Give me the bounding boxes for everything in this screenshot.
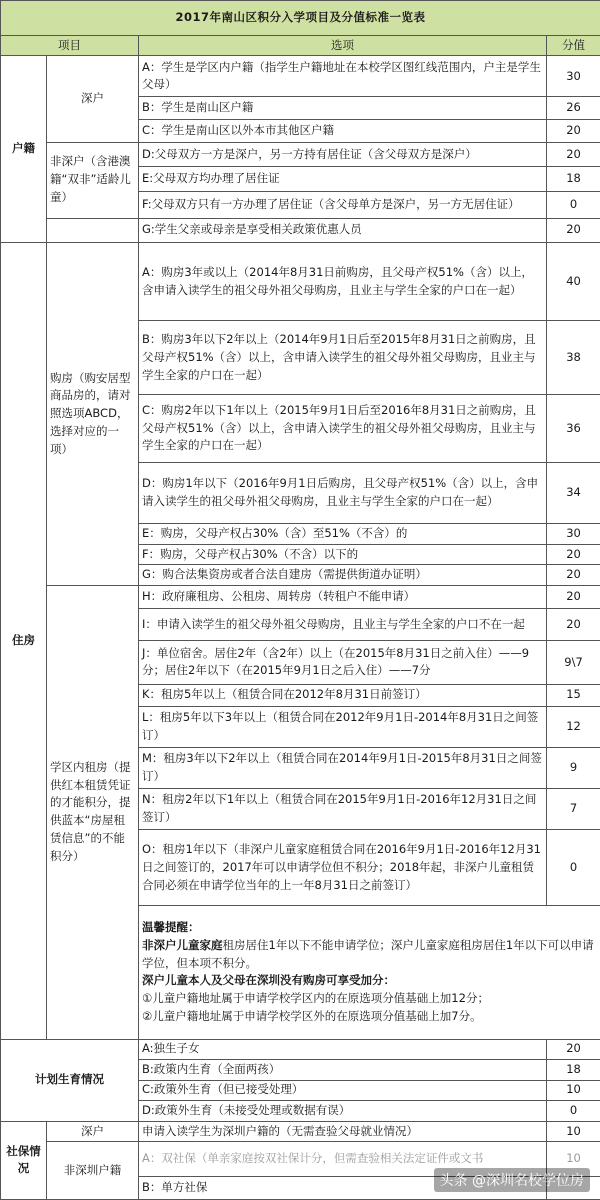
score-value: 0 xyxy=(547,1101,600,1122)
option-text: G：购合法集资房或者合法自建房（需提供街道办证明） xyxy=(139,565,547,586)
tips-paragraph-2: 深户儿童本人及父母在深圳没有购房可享受加分： xyxy=(142,973,395,988)
option-text: D：购房1年以下（2016年9月1日后购房，且父母产权51%（含）以上，含申请入读学生的祖父母外祖父母购房，且业主与学生全家的户口在一起） xyxy=(139,462,547,524)
score-value: 20 xyxy=(547,218,600,243)
option-text: G:学生父亲或母亲是享受相关政策优惠人员 xyxy=(139,218,547,243)
option-text: N：租房2年以下1年以上（租赁合同在2015年9月1日-2016年12月31日之间签订） xyxy=(139,789,547,830)
header-item: 项目 xyxy=(1,35,139,56)
option-text: A:独生子女 xyxy=(139,1039,547,1060)
tips-text: 租房居住1年以下不能申请学位；深户儿童家庭租房居住1年以下可以申请学位，但本项不积分。 xyxy=(142,937,594,970)
option-text: H：政府廉租房、公租房、周转房（转租户不能申请） xyxy=(139,585,547,608)
option-text: 申请入读学生为深圳户籍的（无需查验父母就业情况） xyxy=(139,1121,547,1142)
header-option: 选项 xyxy=(139,35,547,56)
category-shebao: 社保情况 xyxy=(1,1121,47,1199)
watermark: 头条 @深圳名校学位房 xyxy=(434,1168,590,1192)
option-text: C：学生是南山区以外本市其他区户籍 xyxy=(139,120,547,143)
subcategory-shebao-shenhu: 深户 xyxy=(47,1121,139,1142)
header-row xyxy=(1,35,600,56)
score-value: 9\7 xyxy=(547,641,600,684)
score-value: 7 xyxy=(547,789,600,830)
score-value: 20 xyxy=(547,1039,600,1060)
score-value: 15 xyxy=(547,684,600,707)
table-row xyxy=(1,56,600,97)
score-value: 20 xyxy=(547,585,600,608)
option-text: F:父母双方只有一方办理了居住证（含父母单方是深户，另一方无居住证） xyxy=(139,191,547,218)
score-value: 9 xyxy=(547,748,600,789)
option-text: M：租房3年以下2年以上（租赁合同在2014年9月1日-2015年8月31日之间签订） xyxy=(139,748,547,789)
category-jihua: 计划生育情况 xyxy=(1,1039,139,1121)
table-row xyxy=(1,218,600,243)
option-text: J：单位宿舍。居住2年（含2年）以上（在2015年8月31日之前入住）——9分；居住2年以下（在2015年9月1日之后入住）——7分 xyxy=(139,641,547,684)
option-text: I：申请入读学生的祖父母外祖父母购房，且业主与学生全家的户口不在一起 xyxy=(139,608,547,641)
option-text: E：购房，父母产权占30%（含）至51%（不含）的 xyxy=(139,524,547,545)
table-row xyxy=(1,1121,600,1142)
tips-paragraph-4: ②儿童户籍地址属于申请学校学区外的在原选项分值基础上加7分。 xyxy=(142,1009,482,1024)
table-row xyxy=(1,243,600,321)
title-row xyxy=(1,1,600,36)
table-row xyxy=(1,142,600,167)
score-value: 10 xyxy=(547,1121,600,1142)
option-text: B：单方社保 xyxy=(139,1177,547,1200)
option-text: O：租房1年以下（非深户儿童家庭租赁合同在2016年9月1日-2016年12月31日之间签订的，2017年可以申请学位但不积分；2018年起，非深户儿童租赁合同必须在申请学位当年的上一年8月31日之前签订） xyxy=(139,830,547,906)
score-value: 12 xyxy=(547,707,600,748)
option-text: K：租房5年以上（租赁合同在2012年8月31日前签订） xyxy=(139,684,547,707)
score-value: 18 xyxy=(547,167,600,192)
option-text: A：学生是学区内户籍（指学生户籍地址在本校学区图红线范围内，户主是学生父母） xyxy=(139,56,547,97)
score-value: 30 xyxy=(547,56,600,97)
score-value: 30 xyxy=(547,524,600,545)
score-value: 20 xyxy=(547,544,600,565)
subcategory-shebao-feishenhu: 非深圳户籍 xyxy=(47,1142,139,1200)
option-text: B：学生是南山区户籍 xyxy=(139,97,547,120)
table-row xyxy=(1,1039,600,1060)
category-hukou: 户籍 xyxy=(1,56,47,243)
option-text: B:政策内生育（全面两孩） xyxy=(139,1060,547,1081)
score-value: 20 xyxy=(547,142,600,167)
tips-paragraph-1 xyxy=(142,937,597,973)
subcategory-shenhu: 深户 xyxy=(47,56,139,142)
subcategory-zufang: 学区内租房（提供红本租赁凭证的才能积分，提供蓝本“房屋租赁信息”的不能积分） xyxy=(47,585,139,1039)
score-value: 20 xyxy=(547,565,600,586)
score-value: 38 xyxy=(547,321,600,395)
score-value: 18 xyxy=(547,1060,600,1081)
tips-box xyxy=(139,906,600,1039)
score-value: 26 xyxy=(547,97,600,120)
score-value: 10 xyxy=(547,1080,600,1101)
tips-paragraph-3: ①儿童户籍地址属于申请学校学区内的在原选项分值基础上加12分； xyxy=(142,991,489,1006)
score-value: 40 xyxy=(547,243,600,321)
score-value: 20 xyxy=(547,120,600,143)
option-text: L：租房5年以下3年以上（租赁合同在2012年9月1日-2014年8月31日之间签订） xyxy=(139,707,547,748)
score-value: 34 xyxy=(547,462,600,524)
category-zhufang: 住房 xyxy=(1,243,47,1039)
option-text: C:政策外生育（但已接受处理） xyxy=(139,1080,547,1101)
page-title: 2017年南山区积分入学项目及分值标准一览表 xyxy=(1,1,600,36)
subcategory-feishenhu: 非深户（含港澳籍“双非”适龄儿童） xyxy=(47,142,139,218)
option-text: D:父母双方一方是深户，另一方持有居住证（含父母双方是深户） xyxy=(139,142,547,167)
score-value: 0 xyxy=(547,830,600,906)
option-text: A：双社保（单亲家庭按双社保计分，但需查验相关法定证件或文书 xyxy=(139,1142,547,1177)
score-value: 0 xyxy=(547,191,600,218)
option-text: E:父母双方均办理了居住证 xyxy=(139,167,547,192)
option-text: F：购房，父母产权占30%（不含）以下的 xyxy=(139,544,547,565)
tips-highlight: 非深户儿童家庭 xyxy=(142,937,223,952)
score-value: 36 xyxy=(547,395,600,463)
option-text: D:政策外生育（未接受处理或数据有误） xyxy=(139,1101,547,1122)
score-value: 10 xyxy=(547,1142,600,1177)
option-text: A：购房3年或以上（2014年8月31日前购房，且父母产权51%（含）以上，含申请入读学生的祖父母外祖父母购房，且业主与学生全家的户口在一起） xyxy=(139,243,547,321)
header-score: 分值 xyxy=(547,35,600,56)
option-text: C：购房2年以下1年以上（2015年9月1日后至2016年8月31日之前购房，且父母产权51%（含）以上，含申请入读学生的祖父母外祖父母购房，且业主与学生全家的户口在一起） xyxy=(139,395,547,463)
score-value: 20 xyxy=(547,608,600,641)
option-text: B：购房3年以下2年以上（2014年9月1日后至2015年8月31日之前购房，且父母产权51%（含）以上，含申请入读学生的祖父母外祖父母购房，且业主与学生全家的户口在一起） xyxy=(139,321,547,395)
table-row xyxy=(1,585,600,608)
subcategory-blank xyxy=(47,218,139,243)
tips-heading: 温馨提醒： xyxy=(142,919,200,934)
subcategory-goufang: 购房（购安居型商品房的，请对照选项ABCD，选择对应的一项） xyxy=(47,243,139,586)
